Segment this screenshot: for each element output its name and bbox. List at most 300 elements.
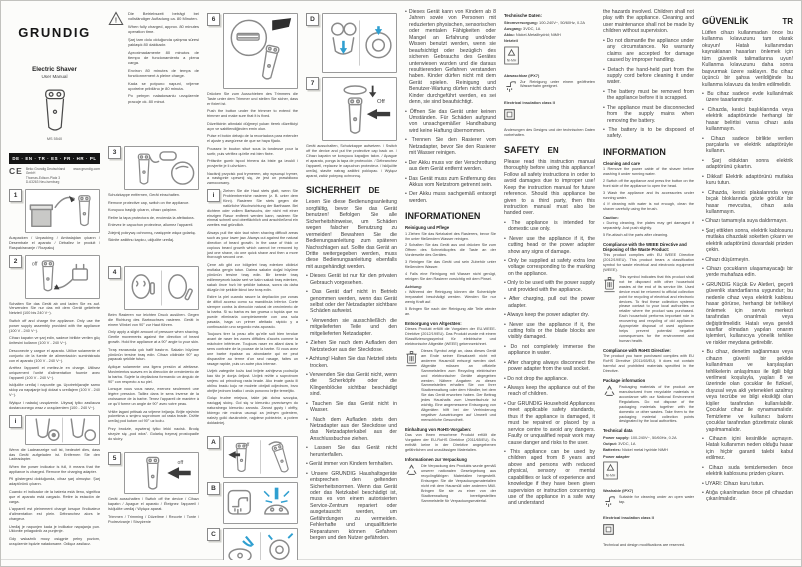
bullet-list xyxy=(306,273,397,541)
icon-row xyxy=(504,46,595,70)
caption-line: Uvijek zategnite kožu kad brijete zahtjevna područja kao što je donja čeljust. Uvijek režite u suprotnom smjeru od prirodnog rasta brade. Ako imate gustu ili obilnu bradu koju ne možete obrijati odjednom, brzo obrijte jednom kratko i onda ponovno brijte temeljito. xyxy=(207,369,298,393)
bullet-item: • This appliance can be used by children aged from 8 years and above and persons with reduced physical, sensory or mental capabilities or lack of experience and knowledge if they have been given supervision or instruction concerning use of the appliance in a safe way and understand xyxy=(504,449,595,507)
figure-6 xyxy=(207,13,298,89)
fineprint-line: 5 Re-attach all the parts after cleaning. xyxy=(603,232,669,237)
svg-text:Ni-MH: Ni-MH xyxy=(605,473,616,478)
figure-illustration-offarrow xyxy=(124,452,199,494)
bullet-item: • Dieses Gerät ist nur für den privaten Gebrauch vorgesehen. xyxy=(306,273,397,286)
subheading: Reinigung und Pflege xyxy=(405,225,450,231)
bullet-item: • Trennen Sie den Rasierer vom Netzadapter, bevor Sie den Rasierer mit Wasser reinigen. xyxy=(405,137,496,156)
figure-label-3: 3 xyxy=(108,146,121,159)
bullet-item: • Cihazın içini kesinlikle açmayın. Hatalı kullanımın neden olduğu hasar için hiçbir garanti talebi kabul edilmez. xyxy=(702,436,793,462)
caption-line: Poussez le bouton situé sous la tondeuse pour la sortir, puis vérifiez qu'elle est bien fixée. xyxy=(207,146,298,156)
paragraph-block xyxy=(504,159,595,217)
figure-B xyxy=(207,482,298,524)
bullet-item: • Cihazı suda temizlemeden önce elektrik kablosunu prizden çıkarın. xyxy=(702,465,793,478)
caption-line: Schutzkappe entfernen, Gerät einschalten. xyxy=(108,193,180,198)
icon-paragraph-text: This symbol indicates that this product shall not be disposed with other household wastes at the end of its service life. Used device must be returned to official collection point for recycling of electrical and electronic devices. To find these collection systems please contact to your local authorities or retailer where the product was purchased. Each household performs important role in recovering and recycling of old appliance. Appropriate disposal of used appliance helps prevent potential negative consequences for the environment and human health. xyxy=(619,274,694,343)
caption-line: Estire la piel cuando rasure la depilación por zonas de difícil acceso como su mandíbula inferior. Corte siempre contra la dirección natural de crecimiento de la barba. Si su barba es tan gruesa o tupida que no puede eliminarla completamente con una sola pasada, haga un primer afeitado rápido y a continuación uno segundo más apurado. xyxy=(207,295,298,329)
fineprint-bold: Electrical insulation class II xyxy=(504,100,555,106)
spec-line xyxy=(504,32,595,37)
fineprint-line: 3 Reinigen Sie das Gerät und sein Zubehör unter fließendem Wasser. xyxy=(405,259,496,269)
address-line: D-63263 Neu-Isenburg xyxy=(25,180,60,185)
model-number: MS 5540 xyxy=(46,137,63,141)
caption-line: Drücken Sie zum Ausschieben des Trimmers die Taste unter dem Trimmer und stellen Sie sicher, dass er fixiert ist. xyxy=(207,92,298,106)
icon-paragraph-text: Suitable for cleaning under an open water tap. xyxy=(619,494,694,504)
caption-line: Enlevez le capuchon protecteur, allumez l'appareil. xyxy=(108,223,194,228)
spec-value: 3VDC, 1A xyxy=(523,25,541,31)
caption-line: Pulse el botón debajo de la recortadora para extender el ajuste y asegúrese de que se haya fijado. xyxy=(207,134,298,144)
fineprint-line: This product complies with EU WEEE Directive (2012/19/EU). This product bears a classification symbol for waste electrical and electronic equipment (WEEE). xyxy=(603,253,694,272)
fineprint-list xyxy=(405,433,496,453)
weee-icon xyxy=(603,275,616,298)
bullet-item: • Achtung! Halten Sie das Netzteil stets trocken. xyxy=(306,356,397,369)
bullet-item: • After charging, pull out the power adapter. xyxy=(504,296,595,309)
caption-line: Zdejmij pokrywę ochronną, następnie włącz golarkę. xyxy=(108,230,197,235)
figure-label-5: 5 xyxy=(108,452,121,465)
caption-line: Arrêtez l'appareil et mettez-le en charge. Utilisez uniquement l'unité d'alimentation fournie avec l'appareil (100 V - 240 V~). xyxy=(9,366,100,380)
caption-line: Wenn die Ladeanzeige voll ist, bedeutet dies, dass das Gerät aufgeladen ist. Entfernen Sie den Ladeadapter. xyxy=(9,447,100,462)
caption-line: Vršite lagani pritisak za vrijeme brijanja. Brijte nježnim pokretima u smjeru suprotnom od rasta brade. Držite uređaj pod kutom od 90° uz kožu. xyxy=(108,409,199,424)
info-label: i xyxy=(207,189,220,202)
spacer xyxy=(108,106,199,142)
bullet-item: • After charging always disconnect the power adapter from the wall socket. xyxy=(504,360,595,373)
bullet-item: • Cihazda, kesici başlıklarında veya elektrik adaptöründe herhangi bir hasar belirtisi varsa cihazı asla kullanmayın. xyxy=(702,107,793,133)
spec-value: Nickel metal hydride NiMH xyxy=(622,447,668,453)
recycle-icon xyxy=(603,385,616,403)
warning-text xyxy=(128,11,199,106)
svg-text:!: ! xyxy=(114,15,118,25)
subheading: Technical data xyxy=(603,428,633,434)
bullet-item: • Do not dismantle the appliance under any circumstances. No warranty claims are accepted for damage caused by improper handling. xyxy=(603,38,694,64)
grundig-logo: GRUNDIG xyxy=(18,25,91,40)
fineprint-line: 2 Switch off the appliance and press the button on the front side of the appliance to open the head. xyxy=(603,179,694,188)
bullet-item: • Cihazı tamamıyla suya daldırmayın. xyxy=(702,218,793,224)
figure-illustration-unpack xyxy=(25,189,100,233)
caption-line: Pritisnite gumb ispod trimera da biste ga izvukli i provjerite je li učvršćen. xyxy=(207,159,298,169)
icon-paragraph xyxy=(405,464,496,503)
figure-C xyxy=(207,528,298,560)
fineprint-line: 4 Falls eine Reinigung mit Wasser nicht genügt, reinigen Sie den Rasierer vorsichtig mit dem Pinsel. xyxy=(405,271,496,281)
body-paragraph: Lütfen cihazı kullanmadan önce bu kullanma kılavuzunu tam olarak okuyun! Hatalı kullanımdan kaynaklanan hasarları önlemek için tüm güvenlik talimatlarına uyun! Kullanma kılavuzunu daha sonra başvurmak üzere saklayın. Bu cihaz üçüncü bir şahsa verildiğinde bu kullanma kılavuzu da teslim edilmelidir. xyxy=(702,30,793,88)
figure-label-6: 6 xyxy=(207,13,220,26)
section-heading xyxy=(306,185,397,195)
caption-block xyxy=(108,193,199,243)
svg-text:off: off xyxy=(177,460,184,467)
fineprint-bold: Achtung: xyxy=(405,283,423,289)
caption-line: Pil göstergesi dolduğunda, cihaz şarj olmuştur. Şarj adaptörünü çıkarın. xyxy=(9,477,100,487)
tap-icon xyxy=(603,495,616,513)
product-subtitle: User Manual xyxy=(41,74,68,79)
spec-line xyxy=(504,38,595,43)
bullet-item: • Şarj olduktan sonra elektrik adaptörünü çıkartın. xyxy=(702,158,793,171)
spec-label: Output: xyxy=(603,441,618,447)
bullet-item: • Bu cihaz sadece evde kullanılmak üzere tasarlanmıştır. xyxy=(702,91,793,104)
body-paragraph: Please read this instruction manual thoroughly before using this appliance! Follow all safety instructions in order to avoid damages due to improper use! Keep the instruction manual for future reference. Should this appliance be given to a third party, then this instruction manual must also be handed over. xyxy=(504,158,595,217)
shaver-cover-illustration xyxy=(9,87,100,135)
figure-label-B: B xyxy=(207,482,220,495)
icon-row xyxy=(603,522,694,540)
fineprint-list xyxy=(504,128,595,138)
column-4 xyxy=(306,9,397,560)
fineprint-list xyxy=(603,167,694,212)
fineprint-list xyxy=(405,232,496,282)
caption-line: Przy brodzie, wywieraj tylko lekki nacisk. Brodę strzyże się „pod włos”. Golarkę trzymaj prostopadle do skóry. xyxy=(108,426,199,441)
column-5 xyxy=(405,9,496,560)
website-url: www.grundig.com xyxy=(73,167,100,171)
warning-line: Environ 80 minutes de temps de fonctionnement à pleine charge. xyxy=(128,67,199,78)
figure-label-1: 1 xyxy=(9,189,22,202)
figure-illustration-trimmer xyxy=(223,13,298,89)
fineprint-line: 2 Schalten Sie das Gerät aus und drücken Sie zum Öffnen des Schneidkopfes die Taste an der Vorderseite des Gerätes. xyxy=(405,243,496,258)
bullet-item: • Only to be used with the power supply unit provided with the appliance. xyxy=(504,280,595,293)
icon-paragraph xyxy=(405,349,496,423)
figure-illustration-brushC xyxy=(223,528,298,560)
spec-label: Ausgang: xyxy=(504,25,522,31)
fineprint-line: Änderungen des Designs und der technischen Daten vorbehalten. xyxy=(504,128,595,137)
fineprint-line: 5 Bringen Sie nach der Reinigung alle Teile wieder an. xyxy=(405,307,496,316)
figure-illustration-cleanD xyxy=(322,13,397,73)
bullet-item: • Nach dem Aufladen stets den Netzadapter aus der Steckdose und das Netzadapterkabel aus der Anschlussbuchse ziehen. xyxy=(306,417,397,443)
section-heading-text: INFORMATION xyxy=(603,146,666,157)
warning-line: When fully charged, approx. 80 minutes operation time. xyxy=(128,23,199,35)
warning-triangle-icon xyxy=(108,11,124,106)
caption-line: Beim Rasieren nur leichten Druck ausüben. Gegen die Richtung des Bartwuchses rasieren. Gerät in einem Winkel von 90° zur Haut führen. xyxy=(108,312,199,327)
bullet-item: • The appliance must be disconnected from the supply mains when removing the battery. xyxy=(603,105,694,124)
section-language-tag: DE xyxy=(368,186,380,196)
svg-text:Off: Off xyxy=(377,99,385,106)
ce-mark: CE xyxy=(9,166,23,176)
bullet-list xyxy=(702,91,793,503)
section-heading-text: SICHERHEIT xyxy=(306,185,361,196)
column-3 xyxy=(207,9,298,560)
fineprint-bold: Abwaschbar (IPX7) xyxy=(504,72,540,78)
class2-icon xyxy=(504,107,515,125)
caption-line: L'appareil est pleinement chargé lorsque l'indicateur d'alimentation est plein. Débranchez alors le chargeur. xyxy=(9,507,100,522)
spacer xyxy=(207,429,298,432)
figure-label-4: 4 xyxy=(108,266,121,279)
caption-line: Cuando el indicador de la batería está lleno, significa que el aparato está cargado. Retire la estación de carga. xyxy=(9,489,100,504)
fineprint-line: 1 Ziehen Sie das Netzkabel des Rasierers, bevor Sie ihn unter fließendem Wasser reinigen. xyxy=(405,231,496,241)
recycle-icon xyxy=(405,464,418,482)
tap-icon xyxy=(504,80,517,98)
figure-label-7: 7 xyxy=(306,77,319,90)
caption-line: Trimmen / Trimming / Düzeltme / Recorte / Tonte / Podrezivanje / Strzyżenie xyxy=(108,514,199,524)
spec-list xyxy=(504,20,595,44)
subheading: Compliance with RoHS Directive: xyxy=(603,347,671,353)
section-heading xyxy=(702,16,793,26)
warning-line: Kada se potpuno napuni, vrijeme upotrebe približno je 80 minuta. xyxy=(128,80,199,91)
fineprint-list xyxy=(603,253,694,273)
caption-line: Schalten Sie das Gerät ab und laden Sie es auf. Verwenden Sie nur das mit dem Gerät gelieferte Netzteil (100 bis 240 V~). xyxy=(9,301,100,316)
bullet-item: • Gerät immer von Kindern fernhalten. xyxy=(306,461,397,467)
figure-illustration-cap3 xyxy=(124,146,199,190)
figure-label-C: C xyxy=(207,528,220,541)
bullet-item: • Tauchen Sie das Gerät nicht in Wasser. xyxy=(306,401,397,414)
caption-line: Gerät ausschalten, Schutzkappe aufsetzen. / Switch off the device and put the protective cap back on. / Cihazı kapatın ve koruyucu kapağını takın. / Apague el aparato, ponga la tapa de protección. / Débranchez l'appareil, replacez le capuchon protecteur. / Isključite uređaj, stavite natrag zaštitni poklopac. / Wyłącz aparat, załóż pokrywę ochronną. xyxy=(306,144,397,178)
icon-paragraph xyxy=(603,385,694,424)
section-language-tag: TR xyxy=(782,17,793,26)
bullet-item: • Never use the appliance if it, the cutting head or the power adapter show any signs of damage. xyxy=(504,236,595,255)
warning-line: Şarj tam dolu olduğunda çalışma süresi yaklaşık 80 dakikadır. xyxy=(128,36,199,47)
column-6 xyxy=(504,9,595,560)
fineprint-line: Das von Ihnen erworbene Produkt erfüllt die Vorgaben der EU-RoHS Direktive (2011/65/EU). Es enthält keine in der Direktive angegebenen gefährlichen und unzulässigen Materialien. xyxy=(405,433,496,453)
bullet-list xyxy=(504,220,595,507)
svg-text:Ni-MH: Ni-MH xyxy=(506,58,517,63)
caption-line: Gerät ausschalten / Switch off the device / Cihazı kapatın / Apague el aparato / Éteignez l'appareil / Isključite uređaj / Wyłącz aparat. xyxy=(108,497,199,512)
fineprint-line: 3 Wash the appliance and its accessories under running water. xyxy=(603,190,694,200)
subheading: Einhaltung von RoHS-Vorgaben: xyxy=(405,426,472,432)
bullet-item: • The battery must be removed from the appliance before it is scrapped. xyxy=(603,89,694,102)
bullet-item: • UYARI: Cihazı kuru tutun. xyxy=(702,481,793,487)
icon-paragraph xyxy=(504,80,595,98)
icon-paragraph-text: Packaging materials of the product are manufactured from recyclable materials in accordance with our National Environment Regulations. Do not dispose of the packaging materials together with the domestic or other wastes. Take them to the packaging material collection points designated by the local authorities. xyxy=(619,384,694,424)
bullet-item: • Cihazı düşürmeyin. xyxy=(702,257,793,263)
icon-paragraph-text: Dieses Symbol zeigt an, dass dieses Gerät am Ende seiner Einsatzzeit nicht mit anderem Hausmüll entsorgt werden darf. Altgeräte müssen an offizielle Sammelstellen zum Recycling elektrischer und elektronischer Geräte abgegeben werden. Nähere Angaben zu diesen Sammelstellen erhalten Sie von Ihrer Stadtverwaltung oder dem Händler, bei dem Sie das Gerät erworben haben. Der Beitrag jedes Haushalts zum Umweltschutz ist wichtig. Eine angemessene Entsorgung von Altgeräten hilft bei der Verhinderung negativer Auswirkungen auf Umwelt und menschliche Gesundheit. xyxy=(421,349,496,422)
caption-line: Cihazı kapatın ve şarj edin, sadece birlikte verilen güç ünitesini kullanın (100 V - 240 V~). xyxy=(9,336,100,346)
svg-text:off: off xyxy=(31,260,38,267)
fineprint-list xyxy=(603,543,694,548)
body-paragraph: Lesen Sie diese Bedienungsanleitung sorgfältig, bevor Sie das Gerät benutzen! Befolgen Sie alle Sicherheitshinweise, um Schäden wegen falscher Benutzung zu vermeiden! Bewahren Sie die Bedienungsanleitung zum späteren Nachschlagen auf. Sollte das Gerät an Dritte weitergegeben werden, muss diese Bedienungsanleitung ebenfalls mit ausgehändigt werden. xyxy=(306,199,397,270)
spec-value: 100-240V~, 50/60Hz, 0.2A xyxy=(630,434,677,440)
section-heading xyxy=(405,211,496,221)
bullet-item: • Das Gerät darf nicht in Betrieb genommen werden, wenn das Gerät selbst oder der Netzadapter sichtbare Schäden aufweist. xyxy=(306,289,397,315)
figure-label-D: D xyxy=(306,13,319,26)
bullet-item: • Bu cihaz, denetim sağlanması veya cihazın güvenli bir şekilde kullanılması ve karşılaşılan tehlikelerin anlaşılması ile ilgili bilgi verilmesi koşuluyla, yaşları 8 ve üzerinde olan çocuklar ile fiziksel, duyusal veya akli yetenekleri azalmış veya tecrübe ve bilgi eksikliği olan kişiler tarafından kullanılabilir. Çocuklar cihaz ile oynamamalıdır. Temizleme ve kullanıcı bakımı çocuklar tarafından gözetimsiz olarak yapılmamalıdır. xyxy=(702,349,793,433)
caption-line: Retire la tapa protectora de, encienda la afeitadora. xyxy=(108,215,195,220)
caption-line: Always pull the skin taut when shaving difficult areas such as your lower jaw. Always cut against the natural direction of beard growth. In the case of thick or copious beard growth which cannot be removed by just one shave, do one quick shave and then a more thorough second one. xyxy=(207,230,298,260)
bullet-item: • Şarj ettikten sonra, elektrik kablosunu mutlaka cihazdaki soketten çıkarın ve elektrik adaptörünü duvardaki prizden çekin. xyxy=(702,228,793,254)
bullet-item: • Verwenden sie ausschließlich die mitgelieferten Teile und den mitgelieferten Netzadapter. xyxy=(306,318,397,337)
bullet-item: • The appliance is intended for domestic use only. xyxy=(504,220,595,233)
icon-row xyxy=(603,461,694,485)
figure-label-2: 2 xyxy=(9,255,22,268)
caption-line: Naciśnij przycisk pod trymerem, aby wysunąć trymer, a następnie upewnij się, że jest on prawidłowo zamocowany. xyxy=(207,171,298,186)
bullet-item: • Never use the appliance if it, the cutting foils or the blade blocks are visibly damaged. xyxy=(504,322,595,341)
caption-block xyxy=(207,189,298,426)
bullet-item: • Cihazda, kesici plakalarında veya bıçak bloklarında gözle görülür bir hasar mevcutsa, cihazı asla kullanmayın. xyxy=(702,190,793,216)
spec-label: Power adapter xyxy=(603,453,630,459)
caption-line: Goląc trudne miejsca, takie jak dolna szczęka, naciągaj skórę. Gol się w kierunku przeciwnym do naturalnego kierunku zarostu. Zarost gęsty i obfity, którego nie można usunąć za jednym goleniem, należy golić dwukrotnie, najpierw pobieżnie, a potem dokładniej. xyxy=(207,396,298,426)
bullet-item: • GRUNDIG Küçük Ev Aletleri, geçerli güvenlik standartlarına uygundur; bu nedenle cihaz veya elektrik kablosu hasar görürse, herhangi bir tehlikeyi önlemek için servis merkezi tarafından onarılmalı veya değiştirilmelidir. Hatalı veya gerekli vasıflar olmadan yapılan onarım işlemleri, kullanıcıya yönelik tehlike ve riskler meydana getirebilir. xyxy=(702,282,793,346)
ce-block xyxy=(9,167,100,185)
spec-label: Stromversorgung: xyxy=(504,19,538,25)
spec-label: Akku: xyxy=(504,32,515,38)
fineprint-list xyxy=(405,327,496,347)
spec-label: Netzteil xyxy=(504,38,518,44)
bullet-item: • Do not drop the appliance. xyxy=(504,376,595,382)
section-heading xyxy=(603,147,694,157)
caption-line: Tıraş esnasında çok hafif bastırın. Sakalın büyüme yönünün tersine tıraş edin. Cihazı cildinizle 90° açı yapacak şekilde tutun. xyxy=(108,347,199,362)
bullet-item: • The battery is to be disposed of safety. xyxy=(603,127,694,140)
bullet-list xyxy=(603,38,694,140)
warning-line: Die Betriebszeit beträgt bei vollständiger Aufladung ca. 80 Minuten. xyxy=(128,11,199,22)
caption-line: Toujours tirer la peau afin qu'elle soit bien tendue avant de raser les zones difficiles d'accès comme la mâchoire inférieure. Toujours raser en allant dans le sens contraire de la pousse de la barbe. Si vous avez une barbe épaisse ou abondante qui ne peut disparaître au terme d'un seul rasage, faites un rasage rapide, puis un autre plus intense. xyxy=(207,332,298,366)
spacer xyxy=(108,246,199,262)
bullet-item: • Das Gerät muss zum Entfernung des Akkus vom Netzstrom getrennt sein. xyxy=(405,176,496,189)
fineprint-list xyxy=(405,290,496,316)
caption-block xyxy=(108,497,199,524)
spec-line xyxy=(603,435,694,440)
spec-line xyxy=(603,454,694,459)
figure-illustration-waterB xyxy=(223,482,298,524)
bullet-item: • Dieses Gerät kann von Kindern ab 8 Jahren sowie von Personen mit reduzierten physischen, sensorischen oder mentalen Fähigkeiten oder Mangel an Erfahrung und/oder Wissen benutzt werden, wenn sie beaufsichtigt oder bezüglich des sicheren Gebrauchs des Gerätes unterwiesen wurden und die daraus resultierenden Gefahren verstanden haben. Kinder dürfen nicht mit dem Gerät spielen. Reinigung und Benutzer-Wartung dürfen nicht durch Kinder durchgeführt werden, es sei denn, sie sind beaufsichtigt. xyxy=(405,9,496,106)
caption-line: Lorsque vous vous rasez, exercez seulement une légère pression. Taillez dans le sens inverse de la croissance de la barbe. Tenez l'appareil de manière à ce qu'il forme un angle de 90° avec votre peau. xyxy=(108,387,199,407)
subheading: Cleaning and care xyxy=(603,160,641,166)
figure-3 xyxy=(108,146,199,190)
spec-line xyxy=(504,26,595,31)
bullet-item: • Our GRUNDIG Household Appliances meet applicable safety standards, thus if the appliance is damaged, it must be repaired or placed by a service centre to avoid any dangers. Faulty or unqualified repair work may cause danger and risks to the user. xyxy=(504,401,595,446)
column-2 xyxy=(108,9,199,560)
figure-illustration-charge xyxy=(25,255,100,299)
weee-icon xyxy=(405,349,418,372)
warning-line: Po pełnym naładowaniu urządzenie pracuje ok. 80 minut. xyxy=(128,93,199,104)
caption-line: Push the button under the trimmer to extend the trimmer and make sure that it is fixed. xyxy=(207,109,298,119)
figure-i xyxy=(9,415,100,445)
section-heading-text: GÜVENLİK xyxy=(702,16,749,26)
icon-row xyxy=(504,107,595,125)
subheading: Compliance with the WEEE Directive and Disposing of the Waste Product: xyxy=(603,241,687,252)
spec-value: 100-240V~, 50/60Hz, 0.2A xyxy=(539,19,586,25)
caption-line: Koruyucu başlığı çıkarın, cihazı çalıştırın. xyxy=(108,208,178,213)
fineprint-line: 1 Remove the power cable of the shaver before washing it under running water. xyxy=(603,167,694,177)
column-8 xyxy=(702,9,793,560)
caption-line: Düzelticinin altındaki düğmeyi yukarı iterek düzelticiyi açın ve sabitlendiğinden emin olun. xyxy=(207,121,298,131)
column-1 xyxy=(9,9,100,560)
subheading: Technische Daten: xyxy=(504,13,542,18)
fineprint-bold: Caution: xyxy=(603,214,619,220)
fineprint-line: Dieses Produkt erfüllt die Vorgaben der EU-WEEE-Direktive (2012/19/EU). Das Produkt wurde mit einem Klassifizierungssymbol für elektrische und elektronische Altgeräte (WEEE) gekennzeichnet. xyxy=(405,327,496,347)
subheading: Informationen zur Verpackung xyxy=(405,457,467,463)
spec-label: Power supply: xyxy=(603,434,630,440)
warning-line: Aproximadamente 80 minutos de tiempo de funcionamiento a plena carga. xyxy=(128,49,199,65)
bullet-item: • Der Akku muss vor der Verschrottung aus dem Gerät entfernt werden. xyxy=(405,160,496,173)
fineprint-line: The product you have purchased complies with EU RoHS Directive (2011/65/EU). It does not contain harmful and prohibited materials specified in the Directive. xyxy=(603,354,694,374)
figure-A xyxy=(207,436,298,478)
section-heading xyxy=(504,145,595,155)
caption-block xyxy=(9,448,100,547)
fineprint-list xyxy=(603,354,694,374)
section-heading-text: SAFETY xyxy=(504,144,540,155)
caption-block xyxy=(108,313,199,442)
paragraph-block xyxy=(306,199,397,270)
fineprint-line: 4 If cleaning with water is not enough, clean the shaver carefully using the brush. xyxy=(603,202,694,212)
class2-icon xyxy=(603,522,614,540)
fineprint-line: • Während der Reinigung können die Scherköpfe irreparabel beschädigt werden. Wenden Sie nur wenig Kraft auf. xyxy=(405,290,496,305)
bullet-item: • Cihazı sadece birlikte verilen parçalarla ve elektrik adaptörüyle kullanın. xyxy=(702,136,793,155)
section-language-tag: EN xyxy=(547,145,559,155)
bullet-item: • Do not completely immerse the appliance in water. xyxy=(504,344,595,357)
caption-line: Remove protective cap, switch on the appliance. xyxy=(108,200,190,205)
svg-text:off: off xyxy=(244,441,250,447)
caption-line: Aplique solamente una ligera presión al afeitarse. Movimientos suaves en la dirección de crecimiento de la barba. Sujete la depiladora formando un ángulo de 90° con respecto a su piel. xyxy=(108,365,199,384)
bullet-item: • Lassen Sie das Gerät nicht herunterfallen. xyxy=(306,445,397,458)
caption-line: Isključite uređaj i napunite ga. Upotrebljavajte samo sklop za napajanje koji dolazi s uređajem (100 V - 240 V~). xyxy=(9,383,100,398)
spec-label: Batteries: xyxy=(603,447,621,453)
spec-line xyxy=(603,447,694,452)
caption-line: When the power indicator is full, it means that the appliance is charged. Remove the charging adapter. xyxy=(9,464,100,474)
caption-line: Only apply a slight amount of pressure when shaving. Gentle movements against the direction of beard growth. Hold the appliance at a 90° angle to your skin. xyxy=(108,330,199,345)
brand-block xyxy=(9,25,100,141)
caption-block xyxy=(207,92,298,186)
spec-line xyxy=(504,20,595,25)
icon-paragraph-text: Zur Reinigung unter einem geöffneten Wasserhahn geeignet. xyxy=(520,79,595,89)
language-bar: DE · EN · TR · ES · FR · HR · PL xyxy=(9,153,100,164)
fineprint-line: • During cleaning, the plates may get damaged if separately. Just push slightly. xyxy=(603,221,694,231)
caption-line: Switch off and charge the appliance. Only use the power supply assembly provided with the appliance (100 V - 240 V~). xyxy=(9,318,100,333)
figure-5 xyxy=(108,452,199,494)
bullet-item: • Öffnen Sie das Gerät unter keinen Umständen. Für Schäden aufgrund von unsachgemäßer Handhabung wird keine Haftung übernommen. xyxy=(405,109,496,135)
caption-line: Skinite zaštitnu kapicu, uključite uređaj. xyxy=(108,238,175,243)
bullet-item: • Verwenden Sie das Gerät nicht, wenn die Scherköpfe oder die Klingenblöcke sichtbar beschädigt sind. xyxy=(306,372,397,398)
spec-list xyxy=(603,435,694,459)
caption-block xyxy=(9,302,100,411)
bullet-item: • Always keep the power adapter dry. xyxy=(504,312,595,318)
figure-illustration-indicator xyxy=(25,415,100,445)
product-title: Electric Shaver xyxy=(32,66,77,73)
manufacturer-address xyxy=(26,167,70,185)
bullet-item: • Detach the hand-held part from the supply cord before cleaning it under water. xyxy=(603,67,694,86)
column-7 xyxy=(603,9,694,560)
figure-1 xyxy=(9,189,100,233)
bullet-item: • Unsere GRUNDIG Haushaltsgeräte entsprechen den geltenden Sicherheitsnormen. Wenn das Gerät oder das Netzkabel beschädigt ist, muss es von einem autorisierten Service-Zentrum repariert oder ausgetauscht werden, um Gefährdungen zu vermeiden. Fehlerhafte und unqualifizierte Reparaturen können Gefahren bergen und den Nutzer gefährden. xyxy=(306,471,397,542)
bullet-item: • Dikkat! Elektrik adaptörünü mutlaka kuru tutun. xyxy=(702,174,793,187)
spec-line xyxy=(603,441,694,446)
spec-value: Nickel-Metallhydrid; NiMH xyxy=(515,32,561,38)
figure-illustration-faces xyxy=(124,266,199,310)
caption-block xyxy=(306,144,397,178)
figure-label-A: A xyxy=(207,436,220,449)
address-line: Thomas-Edison-Platz 3 xyxy=(25,175,61,180)
figure-7 xyxy=(306,77,397,141)
paragraph-block xyxy=(702,30,793,88)
caption-line: Gdy wskaźnik mocy osiągnie pełny poziom, urządzenie będzie naładowane. Odłącz zasilacz. xyxy=(9,536,100,546)
bullet-item: • Always keep the appliance out of the reach of children. xyxy=(504,385,595,398)
caption-line: Auspacken / Unpacking / Ambalajdan çıkarın / Desembale el aparato / Déballez le produit / Raspakiravanje / Rozpakuj xyxy=(9,235,100,250)
paragraph-block xyxy=(603,9,694,35)
icon-paragraph xyxy=(603,495,694,513)
caption-line: Wyłącz i naładuj urządzenie. Używaj tylko zasilacza dostarczonego wraz z urządzeniem (100 - 240 V~). xyxy=(9,400,100,410)
bullet-item: • Only be supplied at safety extra low voltage corresponding to the marking on the appliance. xyxy=(504,258,595,277)
spec-value: 3VDC, 1A xyxy=(618,441,636,447)
body-paragraph: the hazards involved. Children shall not play with the appliance. Cleaning and user maintenance shall not be made by children without supervision. xyxy=(603,9,694,35)
fineprint-line: Technical and design modifications are reserved. xyxy=(603,543,686,548)
icon-paragraph-text: Die Verpackung des Produkts wurde gemäß unserer nationalen Gesetzgebung aus recyclingfähigen Materialien hergestellt. Entsorgen Sie die Verpackungsmaterialien nicht mit dem Hausmüll oder anderem Müll. Bringen Sie sie zu einer von der Stadtverwaltung bereitgestellten Sammelstelle für Verpackungsmaterial. xyxy=(421,464,496,503)
subheading: Entsorgung von Altgeräten: xyxy=(405,320,462,326)
nimh-icon xyxy=(504,46,519,70)
operation-time-warning xyxy=(108,11,199,106)
figure-4 xyxy=(108,266,199,310)
bullet-item: • Ziehen Sie nach dem Aufladen den Netzstecker aus der Steckdose. xyxy=(306,340,397,353)
figure-label-i: i xyxy=(9,415,22,428)
caption-block xyxy=(9,236,100,251)
fineprint-list xyxy=(603,221,694,238)
nimh-icon xyxy=(603,461,618,485)
section-heading-text: INFORMATIONEN xyxy=(405,211,481,222)
caption-line: Ziehen Sie die Haut stets glatt, wenn Sie Problembereiche rasieren (z. B. unter dem Kinn). Rasieren Sie stets gegen die natürliche Wuchsrichtung der Barthaare. Bei dichtem oder vollem Bartwuchs, der nicht mit einer einzigen Rasur entfernt werden kann, rasieren Sie einmal schnell und oberflächlich und anschließend ein zweites mal gründlich. xyxy=(207,188,298,228)
icon-paragraph xyxy=(603,275,694,344)
address-line: Beko Grundig Deutschland GmbH xyxy=(25,167,66,176)
figure-D xyxy=(306,13,397,73)
bullet-item: • Der Akku muss sachgemäß entsorgt werden. xyxy=(405,191,496,204)
figure-illustration-cap7 xyxy=(322,77,397,141)
caption-line: Uređaj je napunjen kada je indikator napajanja pun. Uklonite prilagodnik za punjenje. xyxy=(9,524,100,534)
figure-2 xyxy=(9,255,100,299)
caption-line: Desconecte y cargue el aparato. Utilice solamente el conjunto de la fuente de alimentación suministrado con el aparato (100 V - 240 V~). xyxy=(9,348,100,363)
bullet-item: • Atığa çıkarılmadan önce pil cihazdan çıkarılmalıdır. xyxy=(702,490,793,503)
bullet-list xyxy=(405,9,496,204)
caption-line: Çene altı gibi zor bölgeleri tıraş ederken cildinizi mutlaka gergin tutun. Daima sakalın doğal büyüme yönünün tersine tıraş edin. Bir kerede tıraş edilemeyecek kadar sert ve kalın sakalı tıraş ederken, sakalı önce hızlı bir şekilde kabaca, sonra da daha düzgün bir şekilde ikinci kez tıraş edin. xyxy=(207,263,298,292)
